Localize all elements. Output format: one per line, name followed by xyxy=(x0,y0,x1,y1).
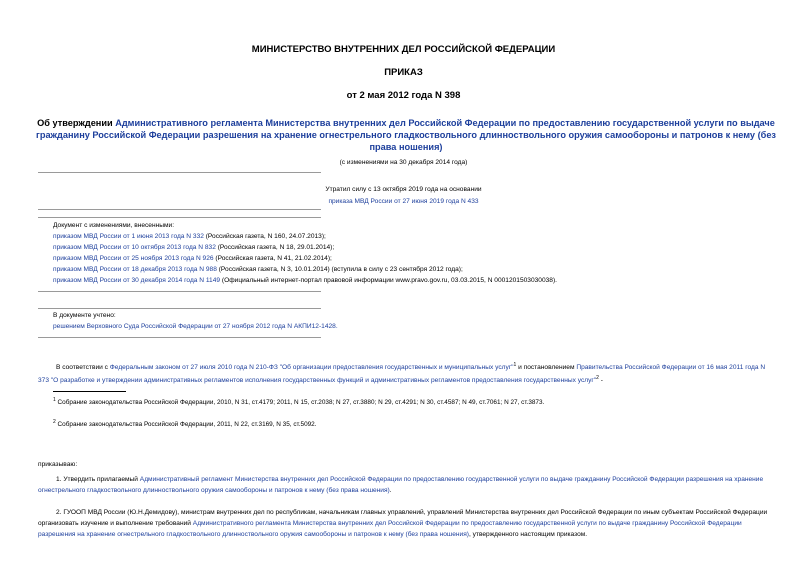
amendment-text: (Официальный интернет-портал правовой информации www.pravo.gov.ru, 03.03.2015, N 0001201503030038). xyxy=(220,277,558,284)
divider xyxy=(38,337,321,338)
order-word: приказываю: xyxy=(38,461,78,468)
preamble-text: В соответствии с xyxy=(56,364,110,372)
considered-block xyxy=(53,310,338,332)
amendment-text: (Российская газета, N 18, 29.01.2014); xyxy=(215,244,335,251)
title-regulation-link[interactable]: Административного регламента Министерства внутренних дел Российской Федерации по предоставлению государственной услуги по выдаче гражданину Российской Федерации разрешения на хранение огнестрельного гладкоствольного длинноствольного оружия самообороны и патронов к нему (без права ношения) xyxy=(36,118,777,152)
list-item xyxy=(53,231,557,242)
amendment-link[interactable]: приказом МВД России от 18 декабря 2013 года N 988 xyxy=(53,266,217,273)
list-item xyxy=(53,242,557,253)
amendment-text: (Российская газета, N 160, 24.07.2013); xyxy=(203,233,326,240)
title-prefix: Об утверждении xyxy=(37,118,116,128)
ministry-heading: МИНИСТЕРСТВО ВНУТРЕННИХ ДЕЛ РОССИЙСКОЙ ФЕДЕРАЦИИ xyxy=(251,44,556,55)
preamble-text: и постановлением xyxy=(516,364,577,372)
divider xyxy=(38,308,321,309)
federal-law-link[interactable]: Федеральным законом от 27 июля 2010 года N 210-ФЗ "Об организации предоставления государственных и муниципальных услуг" xyxy=(109,364,514,372)
order-item-1 xyxy=(38,474,770,496)
changes-note: (с изменениями на 30 декабря 2014 года) xyxy=(339,159,468,166)
list-item xyxy=(53,275,557,286)
footnote-mark: 2 xyxy=(53,419,56,425)
footnote-text: Собрание законодательства Российской Федерации, 2011, N 22, ст.3169, N 35, ст.5092. xyxy=(55,421,317,429)
footnote-text: Собрание законодательства Российской Федерации, 2010, N 31, ст.4179; 2011, N 15, ст.2038; N 27, ст.3880; N 29, ст.4291; N 30, ст.4587; N 49, ст.7061; N 27, ст.3873. xyxy=(55,399,545,407)
preamble-text: - xyxy=(598,377,603,385)
footnote-ref[interactable]: 1 xyxy=(513,362,517,368)
list-item xyxy=(53,264,557,275)
doc-type-heading: ПРИКАЗ xyxy=(384,67,423,78)
footnote-mark: 1 xyxy=(53,397,56,403)
lost-force-note xyxy=(0,184,807,208)
government-decree-link[interactable]: Правительства Российской Федерации от 16 мая 2011 года N 373 "О разработке и утверждении административных регламентов исполнения государственных функций и административных регламентов предоставления государственных услуг" xyxy=(38,364,766,385)
court-decision-link[interactable]: решением Верховного Суда Российской Федерации от 27 ноября 2012 года N АКПИ12-1428. xyxy=(53,323,338,330)
item-text: . xyxy=(389,487,392,494)
amendments-heading: Документ с изменениями, внесенными: xyxy=(53,222,175,229)
footnote xyxy=(53,419,317,428)
doc-date-heading: от 2 мая 2012 года N 398 xyxy=(346,90,461,101)
amendment-link[interactable]: приказом МВД России от 25 ноября 2013 года N 926 xyxy=(53,255,214,262)
regulation-link[interactable]: Административного регламента Министерства внутренних дел Российской Федерации по предоставлению государственной услуги по выдаче гражданину Российской Федерации разрешения на хранение огнестрельного гладкоствольного длинноствольного оружия самообороны и патронов к нему (без права ношения) xyxy=(38,520,742,538)
divider xyxy=(38,217,321,218)
divider xyxy=(38,291,321,292)
amendment-text: (Российская газета, N 41, 21.02.2014); xyxy=(213,255,332,262)
divider xyxy=(38,172,321,173)
footnote-ref[interactable]: 2 xyxy=(596,375,599,382)
divider xyxy=(38,209,321,210)
footnote xyxy=(53,397,544,406)
list-item xyxy=(53,253,557,264)
order-item-2 xyxy=(38,507,770,540)
amendment-link[interactable]: приказом МВД России от 1 июня 2013 года N 332 xyxy=(53,233,204,240)
amendment-text: (Российская газета, N 3, 10.01.2014) (вступила в силу с 23 сентября 2012 года); xyxy=(216,266,463,273)
lost-force-link[interactable]: приказа МВД России от 27 июня 2019 года N 433 xyxy=(328,198,479,205)
item-text: 1. Утвердить прилагаемый xyxy=(56,476,140,483)
lost-force-text: Утратил силу с 13 октября 2019 года на основании xyxy=(325,186,482,193)
preamble-paragraph xyxy=(38,360,770,386)
regulation-link[interactable]: Административный регламент Министерства внутренних дел Российской Федерации по предоставлению государственной услуги по выдаче гражданину Российской Федерации разрешения на хранение огнестрельного гладкоствольного длинноствольного оружия самообороны и патронов к нему (без права ношения) xyxy=(38,476,764,494)
item-text: 2. ГУООП МВД России (Ю.Н.Демидову), министрам внутренних дел по республикам, начальникам главных управлений, управлений Министерства внутренних дел Российской Федерации по иным субъектам Российской Федерации организовать изучение и выполнение требований xyxy=(38,509,768,527)
amendment-link[interactable]: приказом МВД России от 10 октября 2013 года N 832 xyxy=(53,244,216,251)
footnote-divider xyxy=(53,391,126,392)
document-title xyxy=(36,117,776,153)
item-text: , утвержденного настоящим приказом. xyxy=(468,531,588,538)
considered-heading: В документе учтено: xyxy=(53,312,116,319)
amendment-link[interactable]: приказом МВД России от 30 декабря 2014 года N 1149 xyxy=(53,277,221,284)
amendments-block xyxy=(53,220,557,286)
